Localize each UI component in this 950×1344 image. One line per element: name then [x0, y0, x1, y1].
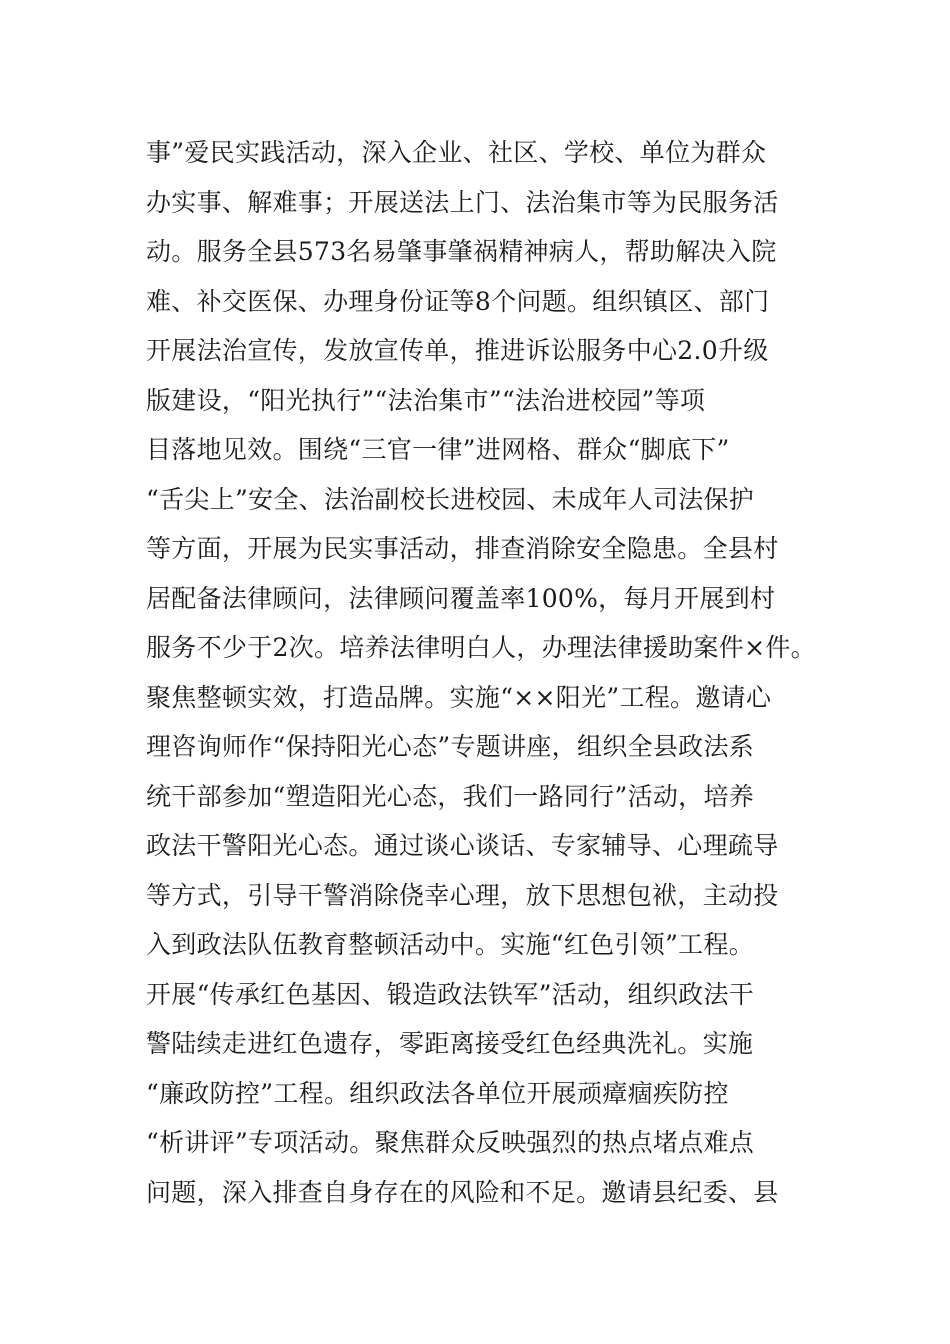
text-line: 问题，深入排查自身存在的风险和不足。邀请县纪委、县: [146, 1177, 779, 1207]
text-line: 开展“传承红色基因、锻造政法铁军”活动，组织政法干: [146, 979, 755, 1009]
text-line: 办实事、解难事；开展送法上门、法治集市等为民服务活: [146, 187, 779, 217]
text-line: 难、补交医保、办理身份证等8个问题。组织镇区、部门: [146, 286, 770, 316]
text-line: “廉政防控”工程。组织政法各单位开展顽瘴痼疾防控: [146, 1078, 729, 1108]
text-line: 等方面，开展为民实事活动，排查消除安全隐患。全县村: [146, 534, 779, 563]
text-line: 入到政法队伍教育整顿活动中。实施“红色引领”工程。: [146, 930, 755, 959]
text-line: 理咨询师作“保持阳光心态”专题讲座，组织全县政法系: [146, 732, 755, 761]
text-line: 居配备法律顾问，法律顾问覆盖率100%，每月开展到村: [146, 583, 776, 613]
text-line: 聚焦整顿实效，打造品牌。实施“××阳光”工程。邀请心: [146, 682, 772, 712]
body-text: [146, 128, 836, 1217]
text-line: “析讲评”专项活动。聚焦群众反映强烈的热点堵点难点: [146, 1128, 755, 1157]
text-line: 政法干警阳光心态。通过谈心谈话、专家辅导、心理疏导: [146, 831, 779, 860]
text-line: 开展法治宣传，发放宣传单，推进诉讼服务中心2.0升级: [146, 336, 769, 365]
text-line: 目落地见效。围绕“三官一律”进网格、群众“脚底下”: [146, 435, 730, 464]
text-line: 事”爱民实践活动，深入企业、社区、学校、单位为群众: [146, 138, 767, 167]
text-line: 统干部参加“塑造阳光心态，我们一路同行”活动，培养: [146, 781, 755, 811]
text-line: 等方式，引导干警消除侥幸心理，放下思想包袱，主动投: [146, 880, 779, 910]
text-line: 警陆续走进红色遗存，零距离接受红色经典洗礼。实施: [146, 1029, 754, 1058]
text-line: 服务不少于2次。培养法律明白人，办理法律援助案件×件。: [146, 633, 816, 662]
text-line: 动。服务全县573名易肇事肇祸精神病人，帮助解决入院: [146, 237, 777, 266]
text-line: 版建设，“阳光执行”“法治集市”“法治进校园”等项: [146, 385, 706, 415]
text-line: “舌尖上”安全、法治副校长进校园、未成年人司法保护: [146, 484, 755, 514]
